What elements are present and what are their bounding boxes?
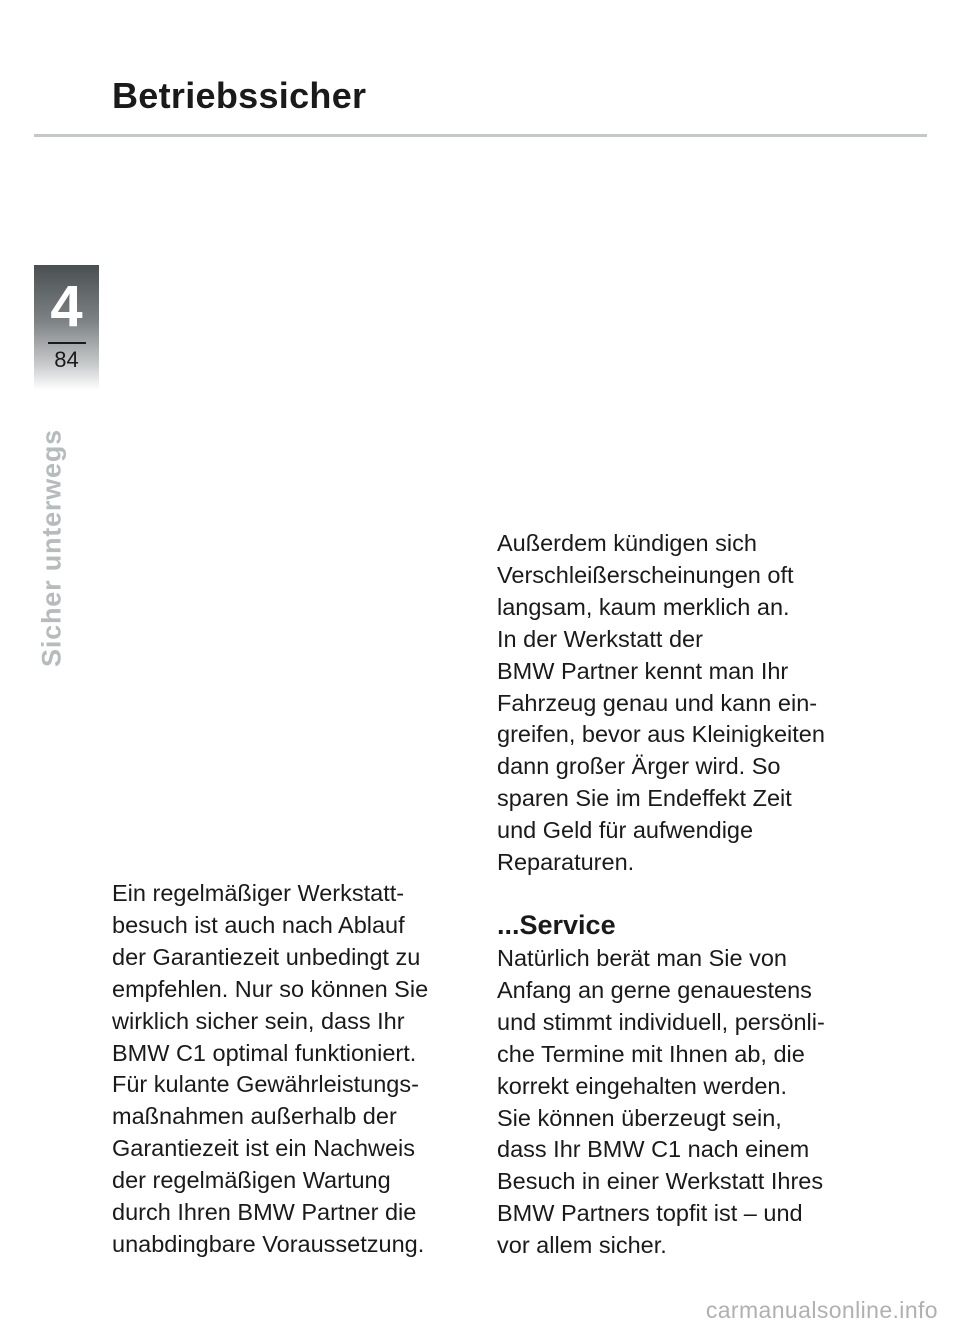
watermark: carmanualsonline.info bbox=[705, 1297, 938, 1323]
left-paragraph: Ein regelmäßiger Werkstatt- besuch ist auch nach Ablauf der Garantiezeit unbedingt zu empfehlen. Nur so können Sie wirklich sicher sein, dass Ihr BMW C1 optimal funktioniert. Für kulante Gewährleistungs- maßnahmen außerhalb der Garantiezeit ist ein Nachweis der regelmäßigen Wartung durch Ihren BMW Partner die unabdingbare Voraussetzung. bbox=[112, 880, 429, 1257]
right-paragraph-2: Natürlich berät man Sie von Anfang an gerne genauestens und stimmt individuell, persönli- che Termine mit Ihnen ab, die korrekt eingehalten werden. Sie können überzeugt sein, dass Ihr BMW C1 nach einem Besuch in einer Werkstatt Ihres BMW Partners topfit ist – und vor allem sicher. bbox=[497, 945, 825, 1259]
right-paragraph-1: Außerdem kündigen sich Verschleißerscheinungen oft langsam, kaum merklich an. In der Werkstatt der BMW Partner kennt man Ihr Fahrzeug genau und kann ein- greifen, bevor aus Kleinigkeiten dann großer Ärger wird. So sparen Sie im Endeffekt Zeit und Geld für aufwendige Reparaturen. bbox=[497, 530, 825, 876]
page-title: Betriebssicher bbox=[112, 75, 367, 116]
chapter-tab bbox=[34, 265, 99, 390]
chapter-number: 4 bbox=[50, 274, 83, 339]
section-label-text: Sicher unterwegs bbox=[36, 429, 67, 667]
service-subheading: ...Service bbox=[497, 910, 616, 940]
chapter-divider bbox=[48, 342, 86, 344]
title-divider bbox=[34, 134, 927, 137]
page-number: 84 bbox=[54, 347, 79, 372]
